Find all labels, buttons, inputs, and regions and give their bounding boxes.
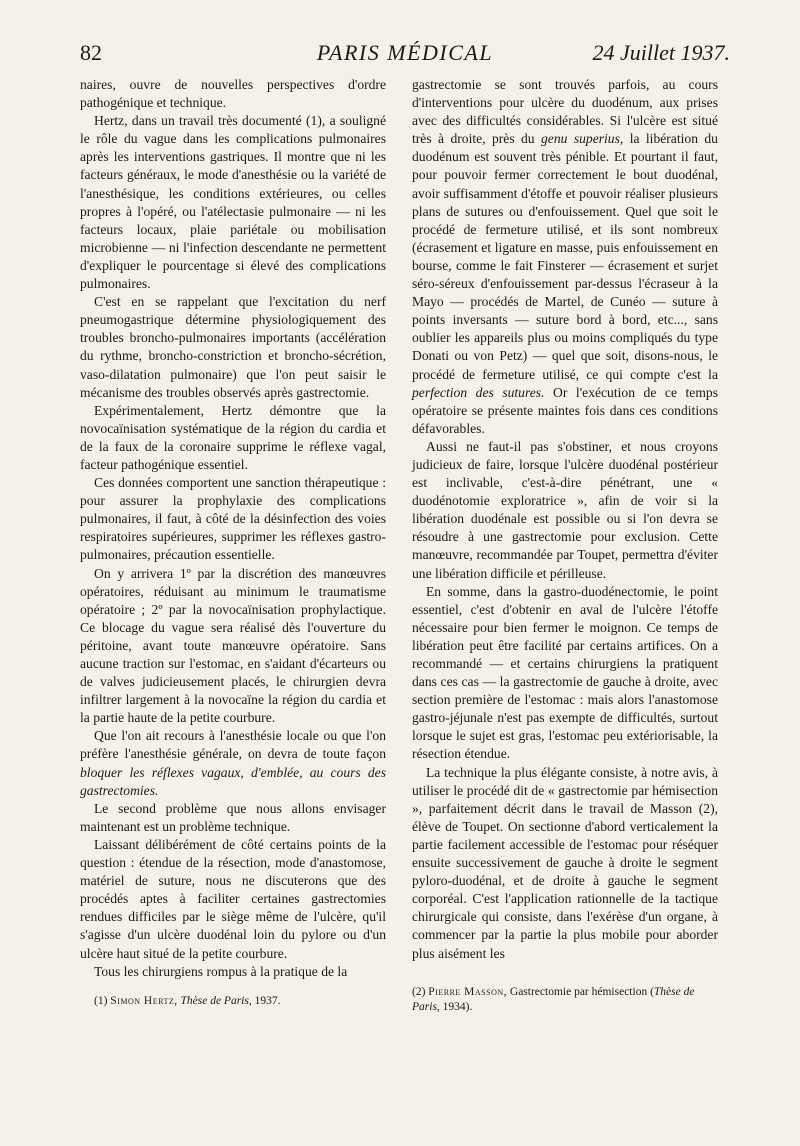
footnote-author: Pierre Masson,	[428, 986, 508, 998]
paragraph: naires, ouvre de nouvelles perspectives d'ordre pathogénique et technique.	[80, 77, 386, 111]
paragraph: Tous les chirurgiens rompus à la pratique de la	[94, 963, 348, 979]
footnote-title: Thèse de Paris,	[180, 995, 252, 1007]
paragraph: En somme, dans la gastro-duodénectomie, le point essentiel, c'est d'obtenir en aval de l'ulcère l'étoffe nécessaire pour bien fermer le moignon. Ce temps de libération peut être facilité par certains artifices. On a recommandé — et certains chirurgiens la pratiquent dans ces cas — la gastrectomie de gauche à droite, avec section première de l'estomac : mais alors l'anastomose gastro-jéjunale n'est pas exempte de difficultés, surtout lorsque le sujet est gras, l'estomac peu extériorisable, la résection étendue.	[412, 583, 718, 762]
left-column	[80, 76, 386, 981]
page-header	[80, 40, 730, 76]
journal-title: PARIS MÉDICAL	[316, 40, 494, 65]
paragraph-text: la libération du duodénum est souvent très pénible. Et pourtant il faut, pour pouvoir fermer correctement le bout duodénal, avoir suffisamment d'étoffe et pouvoir réaliser plusieurs plans de sutures ou d'enfouissement. Quel que soit le procédé de fermeture utilisé, et ils sont nombreux (écrasement et ligature en masse, puis enfouissement en bourse, comme le fait Finsterer — écrasement et surjet séro-séreux d'enfouissement par-dessus l'écraseur à la Mayo — procédés de Martel, de Cunéo — suture à points inversants — suture bord à bord, etc..., sans oublier les appareils plus ou moins compliqués du type Donati ou von Petz) — quel que soit, disons-nous, le procédé de fermeture utilisé, ce qui compte c'est la	[412, 131, 718, 382]
emphasis-text: perfection des sutures.	[412, 384, 545, 400]
footnote-2	[412, 985, 718, 1015]
page-number: 82	[80, 40, 102, 65]
paragraph: Expérimentalement, Hertz démontre que la novocaïnisation systématique de la région du cardia et de la faux de la coronaire supprime le réflexe vagal, facteur pathogénique essentiel.	[80, 402, 386, 472]
paragraph: C'est en se rappelant que l'excitation du nerf pneumogastrique détermine physiologiquement des troubles broncho-pulmonaires importants (accélération du rythme, broncho-constriction et broncho-sécrétion, vaso-dilatation pulmonaire) que l'on peut saisir le mécanisme des troubles observés après gastrectomie.	[80, 294, 386, 400]
paragraph: La technique la plus élégante consiste, à notre avis, à utiliser le procédé dit de « gastrectomie par hémisection », parfaitement décrit dans le travail de Masson (2), élève de Toupet. On sectionne d'abord verticalement la partie facilement accessible de l'estomac pour réséquer ensuite successivement de gauche à droite le segment pyloro-duodénal, et de droite à gauche le segment corporéal. C'est l'application rationnelle de la tactique chirurgicale qui consiste, dans l'exérèse d'un organe, à commencer par la partie la plus mobile pour aborder plus aisément les	[412, 764, 718, 961]
footnote-year: 1934).	[439, 1001, 473, 1013]
footnote-year: 1937.	[251, 995, 281, 1007]
emphasis-text: genu superius,	[541, 131, 624, 147]
paragraph: Le second problème que nous allons envisager maintenant est un problème technique.	[80, 800, 386, 834]
emphasis-text: bloquer les réflexes vagaux, d'emblée, au cours des gastrectomies.	[80, 764, 386, 798]
paragraph: Hertz, dans un travail très documenté (1), a souligné le rôle du vague dans les complications pulmonaires après les interventions gastriques. Il montre que ni les facteurs généraux, le mode d'anesthésie ou la variété de l'anesthésique, les conditions extérieures, ou celles propres à l'opéré, ou l'atélectasie pulmonaire — ni les facteurs locaux, plaie pariétale ou mobilisation microbienne — ni l'infection descendante ne permettent d'expliquer le pourcentage si élevé des complications pulmonaires.	[80, 113, 386, 292]
paragraph: Ces données comportent une sanction thérapeutique : pour assurer la prophylaxie des complications pulmonaires, il faut, à côté de la désinfection des voies respiratoires supérieures, supprimer les réflexes gastro-pulmonaires, précaution essentielle.	[80, 475, 386, 563]
paragraph-text: Or l'exécution de ce temps opératoire se présente maintes fois dans ces conditions défavorables.	[412, 384, 718, 436]
paragraph: On y arrivera 1º par la discrétion des manœuvres opératoires, réduisant au minimum le traumatisme opératoire ; 2º par la novocaïnisation prophylactique. Ce blocage du vague sera réalisé dès l'ouverture du péritoine, avant toute manœuvre opératoire. Sans aucune traction sur l'estomac, en s'aidant d'écarteurs ou de valves judicieusement placés, le chirurgien devra infiltrer largement à la novocaïne la région du cardia et la partie haute de la petite courbure.	[80, 565, 386, 726]
paragraph: Laissant délibérément de côté certains points de la question : étendue de la résection, mode d'anastomose, matériel de suture, nous ne discuterons que des procédés aptes à faciliter certaines gastrectomies rendues difficiles par le siège même de l'ulcère, qu'il s'agisse d'un ulcère duodénal loin du pylore ou d'un ulcère haut situé de la petite courbure.	[80, 836, 386, 961]
paragraph-text: gastrectomie se sont trouvés parfois, au cours d'interventions pour ulcère du duodénum, aux prises avec des difficultés considérables. Si l'ulcère est situé très à droite, près du	[412, 77, 718, 147]
right-column	[412, 76, 718, 963]
footnote-1	[94, 994, 400, 1009]
footnote-marker: (1)	[94, 995, 111, 1007]
footnote-author: Simon Hertz,	[110, 995, 178, 1007]
footnote-marker: (2)	[412, 986, 429, 998]
paragraph	[80, 727, 386, 799]
paragraph: Aussi ne faut-il pas s'obstiner, et nous croyons judicieux de faire, lorsque l'ulcère duodénal postérieur est inclivable, c'est-à-dire pénétrant, une « duodénotomie exploratrice », afin de voir si la libération duodénale est possible ou si l'on devra se résoudre à une gastrectomie pour exclusion. Cette manœuvre, recommandée par Toupet, permettra d'éviter une libération difficile et périlleuse.	[412, 438, 718, 581]
paragraph	[412, 76, 718, 438]
paragraph-text: Que l'on ait recours à l'anesthésie locale ou que l'on préfère l'anesthésie générale, on devra de toute façon	[80, 728, 386, 762]
issue-date: 24 Juillet 1937.	[592, 40, 730, 65]
footnote-text: Gastrectomie par hémisection (	[507, 986, 654, 998]
footnote-title: Thèse de Paris,	[412, 986, 695, 1013]
